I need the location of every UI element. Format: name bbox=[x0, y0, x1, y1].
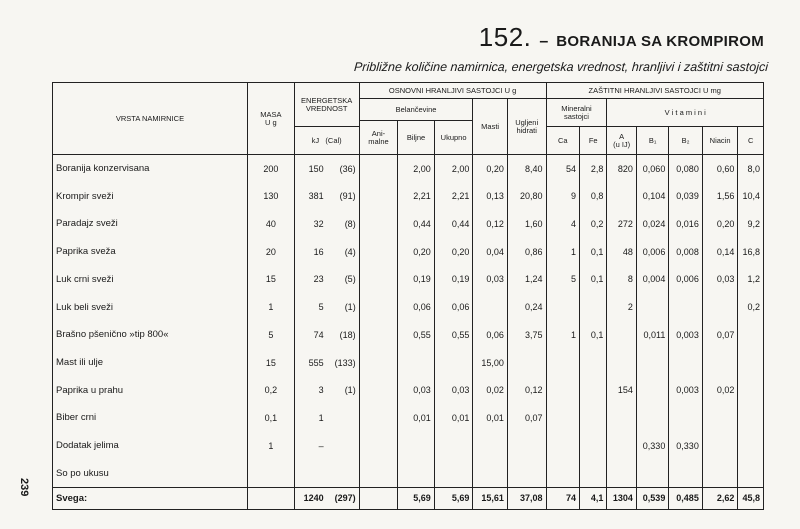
cell-ca bbox=[546, 376, 580, 404]
cell-energ bbox=[294, 376, 359, 404]
cell-a bbox=[607, 182, 636, 210]
cell-masa bbox=[247, 460, 294, 488]
cell-c: 8,0 bbox=[738, 155, 764, 183]
cell-bilj: 0,55 bbox=[398, 321, 435, 349]
cell-nia: 0,02 bbox=[702, 376, 738, 404]
cell-masti bbox=[473, 432, 508, 460]
recipe-title: BORANIJA SA KROMPIROM bbox=[556, 33, 764, 50]
cell-cal: (5) bbox=[344, 274, 356, 285]
cell-ca: 54 bbox=[546, 155, 580, 183]
col-b2: B₂ bbox=[669, 127, 703, 155]
cell-kj: 1 bbox=[318, 412, 324, 423]
cell-b1: 0,330 bbox=[636, 432, 668, 460]
cell-ani bbox=[359, 404, 398, 432]
cell-fe: 0,1 bbox=[580, 265, 607, 293]
cell-uk: 0,06 bbox=[434, 293, 473, 321]
cell-b2: 0,008 bbox=[669, 238, 703, 266]
cell-masti: 0,12 bbox=[473, 210, 508, 238]
cell-ca: 5 bbox=[546, 265, 580, 293]
cell-ugh: 37,08 bbox=[507, 487, 546, 509]
cell-b1: 0,060 bbox=[636, 155, 668, 183]
table-row bbox=[53, 460, 764, 488]
cell-ca: 9 bbox=[546, 182, 580, 210]
cell-ca bbox=[546, 293, 580, 321]
cell-energ bbox=[294, 321, 359, 349]
table-row bbox=[53, 321, 764, 349]
cell-masti: 0,01 bbox=[473, 404, 508, 432]
cell-bilj bbox=[398, 349, 435, 377]
cell-nia: 0,07 bbox=[702, 321, 738, 349]
cell-a bbox=[607, 321, 636, 349]
cell-name: Paprika u prahu bbox=[53, 376, 248, 404]
col-osnovni: OSNOVNI HRANLJIVI SASTOJCI U g bbox=[359, 83, 546, 99]
cell-masa: 1 bbox=[247, 432, 294, 460]
table-row bbox=[53, 182, 764, 210]
cell-bilj: 0,20 bbox=[398, 238, 435, 266]
col-masa: MASA U g bbox=[247, 83, 294, 155]
cell-ugh: 20,80 bbox=[507, 182, 546, 210]
table-row bbox=[53, 155, 764, 183]
table-row bbox=[53, 210, 764, 238]
cell-masti: 0,03 bbox=[473, 265, 508, 293]
cell-kj: 381 bbox=[308, 191, 324, 202]
cell-fe bbox=[580, 432, 607, 460]
cell-masti: 0,13 bbox=[473, 182, 508, 210]
cell-masa: 0,1 bbox=[247, 404, 294, 432]
cell-ani bbox=[359, 460, 398, 488]
cell-ca bbox=[546, 460, 580, 488]
cell-b1: 0,024 bbox=[636, 210, 668, 238]
cell-ca bbox=[546, 432, 580, 460]
cell-energ bbox=[294, 155, 359, 183]
cell-ani bbox=[359, 321, 398, 349]
cell-cal: (36) bbox=[339, 163, 356, 174]
cell-c: 9,2 bbox=[738, 210, 764, 238]
cell-ugh: 0,12 bbox=[507, 376, 546, 404]
cell-c: 45,8 bbox=[738, 487, 764, 509]
cell-fe: 4,1 bbox=[580, 487, 607, 509]
cell-energ bbox=[294, 293, 359, 321]
cell-a: 154 bbox=[607, 376, 636, 404]
cell-b2: 0,006 bbox=[669, 265, 703, 293]
cell-fe bbox=[580, 293, 607, 321]
cell-ani bbox=[359, 238, 398, 266]
col-fe: Fe bbox=[580, 127, 607, 155]
cell-ugh: 3,75 bbox=[507, 321, 546, 349]
cell-nia: 0,20 bbox=[702, 210, 738, 238]
col-biljne: Biljne bbox=[398, 121, 435, 155]
col-niacin: Niacin bbox=[702, 127, 738, 155]
cell-b2: 0,039 bbox=[669, 182, 703, 210]
cell-ugh: 8,40 bbox=[507, 155, 546, 183]
cell-nia bbox=[702, 432, 738, 460]
cell-bilj: 0,01 bbox=[398, 404, 435, 432]
cell-kj: 5 bbox=[318, 302, 324, 313]
cell-ca: 1 bbox=[546, 238, 580, 266]
cell-kj: – bbox=[318, 440, 324, 451]
cell-kj: 3 bbox=[318, 385, 324, 396]
cell-masa: 20 bbox=[247, 238, 294, 266]
cell-nia: 1,56 bbox=[702, 182, 738, 210]
cell-nia bbox=[702, 293, 738, 321]
cell-name: Krompir sveži bbox=[53, 182, 248, 210]
cell-ugh: 0,24 bbox=[507, 293, 546, 321]
cell-ugh bbox=[507, 432, 546, 460]
cell-a bbox=[607, 349, 636, 377]
cell-fe: 0,1 bbox=[580, 321, 607, 349]
cell-kj: 150 bbox=[308, 163, 324, 174]
cell-b1 bbox=[636, 376, 668, 404]
cell-energ bbox=[294, 349, 359, 377]
cell-ca bbox=[546, 404, 580, 432]
cell-cal: (297) bbox=[334, 493, 356, 504]
col-mineralni: Mineralni sastojci bbox=[546, 99, 607, 127]
cell-a: 48 bbox=[607, 238, 636, 266]
cell-bilj bbox=[398, 432, 435, 460]
col-masti: Masti bbox=[473, 99, 508, 155]
cell-masti bbox=[473, 293, 508, 321]
cell-a bbox=[607, 460, 636, 488]
cell-nia bbox=[702, 460, 738, 488]
cell-b2 bbox=[669, 460, 703, 488]
cell-a: 272 bbox=[607, 210, 636, 238]
cell-c bbox=[738, 460, 764, 488]
cell-uk: 0,03 bbox=[434, 376, 473, 404]
cell-bilj: 5,69 bbox=[398, 487, 435, 509]
cell-energ bbox=[294, 265, 359, 293]
cell-masa: 200 bbox=[247, 155, 294, 183]
cell-uk: 2,00 bbox=[434, 155, 473, 183]
cell-ugh bbox=[507, 460, 546, 488]
page-title bbox=[479, 22, 764, 53]
col-belancevine: Belančevine bbox=[359, 99, 473, 121]
cell-energ bbox=[294, 487, 359, 509]
cell-fe: 2,8 bbox=[580, 155, 607, 183]
cell-masa: 15 bbox=[247, 349, 294, 377]
cell-bilj: 2,21 bbox=[398, 182, 435, 210]
cell-bilj: 0,44 bbox=[398, 210, 435, 238]
cell-c bbox=[738, 349, 764, 377]
cell-name: Paprika sveža bbox=[53, 238, 248, 266]
col-a: A (u IJ) bbox=[607, 127, 636, 155]
cell-nia bbox=[702, 349, 738, 377]
cell-uk: 0,19 bbox=[434, 265, 473, 293]
cell-uk: 0,01 bbox=[434, 404, 473, 432]
cell-bilj: 0,19 bbox=[398, 265, 435, 293]
cell-uk bbox=[434, 432, 473, 460]
table-row bbox=[53, 432, 764, 460]
cell-nia: 0,03 bbox=[702, 265, 738, 293]
cell-fe: 0,1 bbox=[580, 238, 607, 266]
col-energ: ENERGETSKA VREDNOST bbox=[294, 83, 359, 127]
cell-masti: 15,61 bbox=[473, 487, 508, 509]
cell-ani bbox=[359, 210, 398, 238]
title-dash: – bbox=[539, 33, 549, 50]
cell-a bbox=[607, 404, 636, 432]
cell-uk: 0,20 bbox=[434, 238, 473, 266]
cell-c bbox=[738, 376, 764, 404]
cell-uk: 0,44 bbox=[434, 210, 473, 238]
cell-b1 bbox=[636, 404, 668, 432]
cell-fe bbox=[580, 404, 607, 432]
cell-name: Luk crni sveži bbox=[53, 265, 248, 293]
cell-nia: 0,14 bbox=[702, 238, 738, 266]
cell-ani bbox=[359, 265, 398, 293]
cell-kj: 555 bbox=[308, 357, 324, 368]
cell-uk: 2,21 bbox=[434, 182, 473, 210]
cell-ugh: 1,60 bbox=[507, 210, 546, 238]
cell-ani bbox=[359, 432, 398, 460]
cell-ani bbox=[359, 376, 398, 404]
page-subtitle: Približne količine namirnica, energetska vrednost, hranljivi i zaštitni sastojci bbox=[353, 60, 769, 74]
cell-masa bbox=[247, 487, 294, 509]
cell-ani bbox=[359, 487, 398, 509]
cell-masa: 130 bbox=[247, 182, 294, 210]
cell-name: Mast ili ulje bbox=[53, 349, 248, 377]
cell-masa: 40 bbox=[247, 210, 294, 238]
cell-masa: 0,2 bbox=[247, 376, 294, 404]
cell-masa: 5 bbox=[247, 321, 294, 349]
cell-b1 bbox=[636, 349, 668, 377]
cell-masa: 15 bbox=[247, 265, 294, 293]
cell-fe bbox=[580, 460, 607, 488]
cell-c: 10,4 bbox=[738, 182, 764, 210]
cell-ani bbox=[359, 293, 398, 321]
col-b1: B₁ bbox=[636, 127, 668, 155]
cell-c bbox=[738, 432, 764, 460]
col-vitamini: V i t a m i n i bbox=[607, 99, 764, 127]
cell-kj: 74 bbox=[313, 329, 324, 340]
table-row bbox=[53, 349, 764, 377]
cell-ani bbox=[359, 155, 398, 183]
cell-a: 8 bbox=[607, 265, 636, 293]
cell-c: 1,2 bbox=[738, 265, 764, 293]
table-row bbox=[53, 376, 764, 404]
cell-energ bbox=[294, 238, 359, 266]
cell-ca: 74 bbox=[546, 487, 580, 509]
cell-ugh: 1,24 bbox=[507, 265, 546, 293]
cell-b2: 0,016 bbox=[669, 210, 703, 238]
nutrition-table bbox=[52, 82, 764, 510]
cell-c: 16,8 bbox=[738, 238, 764, 266]
cell-a bbox=[607, 432, 636, 460]
cell-energ bbox=[294, 182, 359, 210]
cell-b1 bbox=[636, 293, 668, 321]
cell-name: Biber crni bbox=[53, 404, 248, 432]
cell-name: Brašno pšenično »tip 800« bbox=[53, 321, 248, 349]
cell-kj: 1240 bbox=[303, 493, 324, 504]
col-animalne: Ani- malne bbox=[359, 121, 398, 155]
recipe-number: 152. bbox=[478, 22, 532, 52]
total-row bbox=[53, 487, 764, 509]
cell-b2: 0,330 bbox=[669, 432, 703, 460]
cell-b1: 0,104 bbox=[636, 182, 668, 210]
cell-energ bbox=[294, 210, 359, 238]
col-zastitni: ZAŠTITNI HRANLJIVI SASTOJCI U mg bbox=[546, 83, 764, 99]
col-energ-unit: kJ (Cal) bbox=[294, 127, 359, 155]
table-row bbox=[53, 265, 764, 293]
cell-c: 0,2 bbox=[738, 293, 764, 321]
cell-b1 bbox=[636, 460, 668, 488]
cell-b2: 0,003 bbox=[669, 321, 703, 349]
cell-cal: (1) bbox=[344, 385, 356, 396]
cell-b2: 0,003 bbox=[669, 376, 703, 404]
cell-c bbox=[738, 321, 764, 349]
cell-masti: 0,20 bbox=[473, 155, 508, 183]
cell-cal: (133) bbox=[334, 357, 356, 368]
cell-uk: 0,55 bbox=[434, 321, 473, 349]
cell-uk bbox=[434, 460, 473, 488]
cell-b1: 0,006 bbox=[636, 238, 668, 266]
cell-nia: 0,60 bbox=[702, 155, 738, 183]
table-row bbox=[53, 404, 764, 432]
cell-cal: (91) bbox=[339, 191, 356, 202]
cell-b2: 0,080 bbox=[669, 155, 703, 183]
cell-ugh: 0,07 bbox=[507, 404, 546, 432]
cell-ca bbox=[546, 349, 580, 377]
cell-b1: 0,011 bbox=[636, 321, 668, 349]
cell-kj: 32 bbox=[313, 218, 324, 229]
cell-bilj: 2,00 bbox=[398, 155, 435, 183]
cell-b2 bbox=[669, 349, 703, 377]
cell-b2 bbox=[669, 293, 703, 321]
cell-fe bbox=[580, 376, 607, 404]
col-ugljeni: Ugljeni hidrati bbox=[507, 99, 546, 155]
col-ca: Ca bbox=[546, 127, 580, 155]
cell-nia: 2,62 bbox=[702, 487, 738, 509]
cell-ugh bbox=[507, 349, 546, 377]
cell-energ bbox=[294, 460, 359, 488]
cell-cal: (18) bbox=[339, 329, 356, 340]
cell-uk: 5,69 bbox=[434, 487, 473, 509]
cell-bilj: 0,06 bbox=[398, 293, 435, 321]
cell-name: So po ukusu bbox=[53, 460, 248, 488]
cell-bilj: 0,03 bbox=[398, 376, 435, 404]
cell-b1: 0,004 bbox=[636, 265, 668, 293]
cell-energ bbox=[294, 432, 359, 460]
col-vrsta: VRSTA NAMIRNICE bbox=[53, 83, 248, 155]
table-row bbox=[53, 238, 764, 266]
cell-name: Paradajz sveži bbox=[53, 210, 248, 238]
cell-name: Boranija konzervisana bbox=[53, 155, 248, 183]
cell-a: 820 bbox=[607, 155, 636, 183]
cell-cal: (8) bbox=[344, 218, 356, 229]
cell-kj: 23 bbox=[313, 274, 324, 285]
cell-a: 2 bbox=[607, 293, 636, 321]
cell-fe: 0,2 bbox=[580, 210, 607, 238]
cell-a: 1304 bbox=[607, 487, 636, 509]
cell-masti bbox=[473, 460, 508, 488]
cell-ani bbox=[359, 349, 398, 377]
cell-ugh: 0,86 bbox=[507, 238, 546, 266]
cell-cal: (4) bbox=[344, 246, 356, 257]
cell-cal: (1) bbox=[344, 302, 356, 313]
cell-ca: 1 bbox=[546, 321, 580, 349]
cell-ani bbox=[359, 182, 398, 210]
cell-name: Svega: bbox=[53, 487, 248, 509]
cell-uk bbox=[434, 349, 473, 377]
cell-name: Dodatak jelima bbox=[53, 432, 248, 460]
cell-kj: 16 bbox=[313, 246, 324, 257]
cell-c bbox=[738, 404, 764, 432]
cell-fe bbox=[580, 349, 607, 377]
cell-name: Luk beli sveži bbox=[53, 293, 248, 321]
table-row bbox=[53, 293, 764, 321]
cell-ca: 4 bbox=[546, 210, 580, 238]
cell-masti: 0,06 bbox=[473, 321, 508, 349]
col-c: C bbox=[738, 127, 764, 155]
cell-fe: 0,8 bbox=[580, 182, 607, 210]
cell-masti: 15,00 bbox=[473, 349, 508, 377]
cell-energ bbox=[294, 404, 359, 432]
cell-nia bbox=[702, 404, 738, 432]
col-ukupno: Ukupno bbox=[434, 121, 473, 155]
cell-masti: 0,04 bbox=[473, 238, 508, 266]
cell-b2: 0,485 bbox=[669, 487, 703, 509]
cell-b2 bbox=[669, 404, 703, 432]
cell-masti: 0,02 bbox=[473, 376, 508, 404]
cell-masa: 1 bbox=[247, 293, 294, 321]
page-number: 239 bbox=[18, 478, 30, 497]
cell-b1: 0,539 bbox=[636, 487, 668, 509]
cell-bilj bbox=[398, 460, 435, 488]
